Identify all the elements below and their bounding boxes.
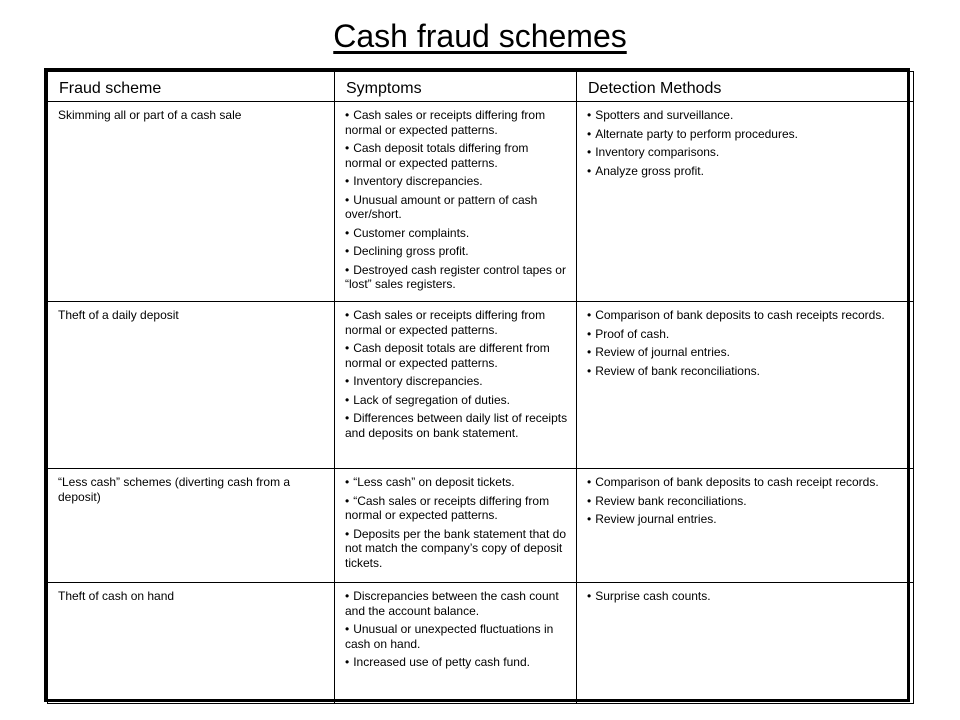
header-fraud-scheme: Fraud scheme bbox=[48, 72, 335, 102]
bullet-icon: • bbox=[345, 411, 350, 425]
list-item bbox=[345, 244, 568, 259]
list-item bbox=[345, 263, 568, 292]
table-row bbox=[48, 469, 914, 583]
list-item-text: Discrepancies between the cash count and the account balance. bbox=[345, 589, 559, 618]
header-symptoms: Symptoms bbox=[335, 72, 577, 102]
list-item bbox=[587, 475, 905, 490]
list-item-text: Cash deposit totals are different from normal or expected patterns. bbox=[345, 341, 550, 370]
list-item bbox=[345, 108, 568, 137]
scheme-cell: Theft of a daily deposit bbox=[48, 302, 335, 469]
list-item bbox=[587, 145, 905, 160]
list-item bbox=[587, 512, 905, 527]
list-item-text: “Less cash” on deposit tickets. bbox=[353, 475, 515, 489]
bullet-icon: • bbox=[345, 225, 350, 240]
list-item-text: Proof of cash. bbox=[595, 326, 670, 341]
bullet-icon: • bbox=[587, 145, 592, 159]
list-item bbox=[345, 374, 568, 389]
bullet-icon: • bbox=[345, 108, 350, 122]
list-item bbox=[587, 364, 905, 379]
list-item bbox=[587, 164, 905, 179]
bullet-icon: • bbox=[345, 192, 350, 207]
table-row bbox=[48, 102, 914, 302]
bullet-icon: • bbox=[587, 108, 592, 122]
list-item-text: Inventory discrepancies. bbox=[353, 374, 483, 388]
bullet-icon: • bbox=[345, 262, 350, 277]
list-item bbox=[345, 494, 568, 523]
bullet-icon: • bbox=[345, 392, 350, 407]
symptoms-cell bbox=[335, 469, 577, 583]
list-item-text: Inventory comparisons. bbox=[595, 145, 720, 159]
list-item bbox=[345, 174, 568, 189]
list-item bbox=[587, 589, 905, 604]
bullet-icon: • bbox=[345, 308, 350, 322]
bullet-icon: • bbox=[345, 622, 350, 636]
list-item-text: Cash deposit totals differing from normal or expected patterns. bbox=[345, 141, 529, 170]
list-item-text: Deposits per the bank statement that do not match the company’s copy of deposit tickets. bbox=[345, 526, 566, 570]
bullet-icon: • bbox=[587, 589, 592, 603]
list-item-text: Increased use of petty cash fund. bbox=[353, 655, 530, 669]
list-item-text: Destroyed cash register control tapes or “lost” sales registers. bbox=[345, 262, 566, 291]
list-item bbox=[345, 475, 568, 490]
list-item bbox=[345, 308, 568, 337]
bullet-icon: • bbox=[587, 512, 592, 526]
symptoms-cell bbox=[335, 583, 577, 704]
list-item bbox=[587, 494, 905, 509]
scheme-cell: “Less cash” schemes (diverting cash from a deposit) bbox=[48, 469, 335, 583]
bullet-icon: • bbox=[587, 163, 592, 178]
scheme-cell: Skimming all or part of a cash sale bbox=[48, 102, 335, 302]
list-item-text: Comparison of bank deposits to cash receipt records. bbox=[595, 475, 879, 489]
list-item-text: Analyze gross profit. bbox=[595, 163, 704, 178]
list-item bbox=[345, 341, 568, 370]
detection-cell bbox=[577, 469, 914, 583]
list-item-text: Differences between daily list of receipts and deposits on bank statement. bbox=[345, 411, 568, 440]
bullet-icon: • bbox=[345, 526, 350, 541]
list-item bbox=[587, 108, 905, 123]
list-item bbox=[345, 141, 568, 170]
list-item-text: Customer complaints. bbox=[353, 225, 470, 240]
fraud-schemes-table bbox=[44, 68, 910, 702]
list-item bbox=[345, 655, 568, 670]
list-item bbox=[587, 127, 905, 142]
list-item bbox=[587, 308, 905, 323]
page-title: Cash fraud schemes bbox=[333, 18, 627, 54]
bullet-icon: • bbox=[587, 126, 592, 141]
bullet-icon: • bbox=[587, 475, 592, 489]
list-item-text: Unusual amount or pattern of cash over/short. bbox=[345, 192, 538, 221]
bullet-icon: • bbox=[345, 589, 350, 603]
bullet-icon: • bbox=[587, 308, 592, 322]
bullet-icon: • bbox=[345, 341, 350, 355]
bullet-icon: • bbox=[345, 493, 350, 508]
bullet-icon: • bbox=[345, 475, 350, 489]
list-item bbox=[345, 193, 568, 222]
detection-cell bbox=[577, 102, 914, 302]
header-detection-methods: Detection Methods bbox=[577, 72, 914, 102]
symptoms-cell bbox=[335, 102, 577, 302]
list-item bbox=[587, 327, 905, 342]
list-item bbox=[345, 226, 568, 241]
bullet-icon: • bbox=[587, 363, 592, 378]
detection-cell bbox=[577, 583, 914, 704]
list-item bbox=[345, 527, 568, 571]
list-item bbox=[587, 345, 905, 360]
table-row bbox=[48, 583, 914, 704]
list-item-text: Review of journal entries. bbox=[595, 345, 730, 359]
header-row bbox=[48, 72, 914, 102]
bullet-icon: • bbox=[587, 345, 592, 359]
list-item-text: Review bank reconciliations. bbox=[595, 493, 747, 508]
symptoms-cell bbox=[335, 302, 577, 469]
bullet-icon: • bbox=[587, 326, 592, 341]
list-item-text: Comparison of bank deposits to cash receipts records. bbox=[595, 308, 885, 322]
list-item bbox=[345, 393, 568, 408]
list-item-text: Review journal entries. bbox=[595, 512, 717, 526]
bullet-icon: • bbox=[345, 374, 350, 388]
table-row bbox=[48, 302, 914, 469]
list-item-text: “Cash sales or receipts differing from normal or expected patterns. bbox=[345, 493, 550, 522]
list-item-text: Spotters and surveillance. bbox=[595, 108, 734, 122]
list-item-text: Review of bank reconciliations. bbox=[595, 363, 760, 378]
list-item bbox=[345, 411, 568, 440]
list-item bbox=[345, 589, 568, 618]
bullet-icon: • bbox=[345, 141, 350, 155]
bullet-icon: • bbox=[345, 244, 350, 258]
list-item bbox=[345, 622, 568, 651]
list-item-text: Declining gross profit. bbox=[353, 244, 469, 258]
list-item-text: Lack of segregation of duties. bbox=[353, 392, 510, 407]
bullet-icon: • bbox=[345, 655, 350, 669]
detection-cell bbox=[577, 302, 914, 469]
bullet-icon: • bbox=[345, 174, 350, 188]
list-item-text: Cash sales or receipts differing from normal or expected patterns. bbox=[345, 108, 546, 137]
scheme-cell: Theft of cash on hand bbox=[48, 583, 335, 704]
list-item-text: Alternate party to perform procedures. bbox=[595, 126, 798, 141]
list-item-text: Unusual or unexpected fluctuations in cash on hand. bbox=[345, 622, 554, 651]
bullet-icon: • bbox=[587, 493, 592, 508]
list-item-text: Cash sales or receipts differing from normal or expected patterns. bbox=[345, 308, 546, 337]
list-item-text: Inventory discrepancies. bbox=[353, 174, 483, 188]
list-item-text: Surprise cash counts. bbox=[595, 589, 711, 603]
